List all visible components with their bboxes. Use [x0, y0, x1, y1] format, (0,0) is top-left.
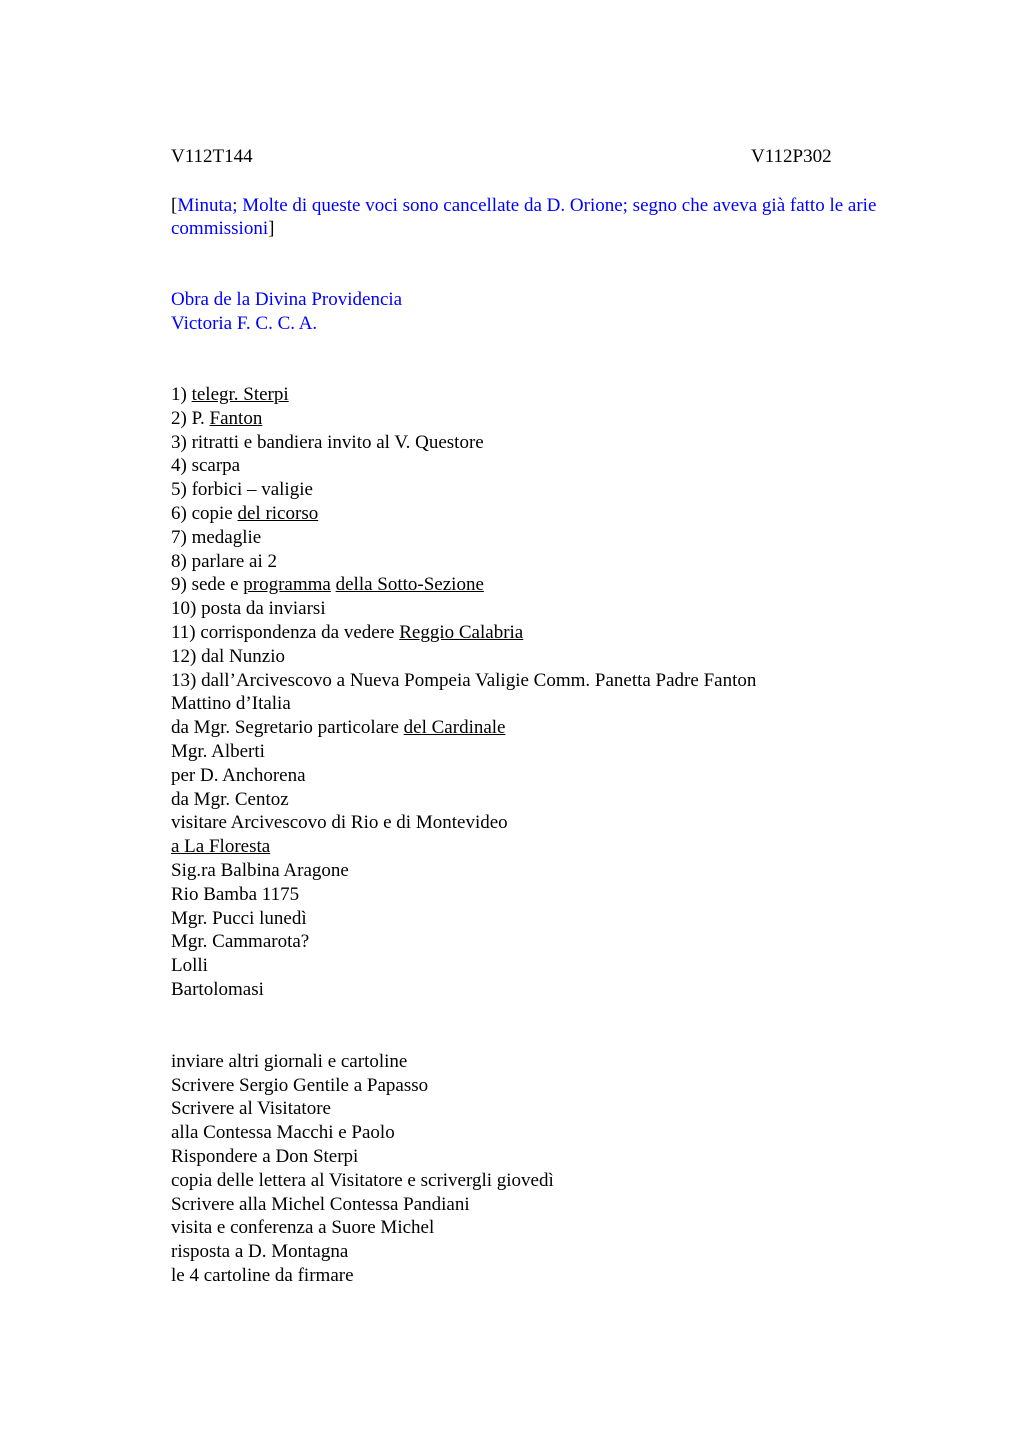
item-number: 10): [171, 598, 202, 620]
numbered-list-item: [171, 478, 911, 502]
item-underlined-text: a La Floresta: [171, 836, 271, 858]
document-code-left: V112T144: [171, 146, 253, 167]
numbered-list-item: [171, 454, 911, 478]
task-list-item: Scrivere Sergio Gentile a Papasso: [171, 1074, 429, 1096]
task-list-item: Scrivere alla Michel Contessa Pandiani: [171, 1193, 470, 1215]
item-text: corrispondenza da vedere: [200, 621, 400, 643]
item-underlined-text: del Cardinale: [403, 717, 506, 739]
editorial-note: [171, 194, 911, 240]
item-number: 13): [171, 669, 202, 691]
item-underlined-text: programma: [243, 574, 331, 596]
numbered-list: [171, 383, 911, 692]
numbered-list-item: [171, 407, 911, 431]
item-text: parlare ai 2: [191, 550, 278, 572]
item-text: Mgr. Alberti: [171, 740, 265, 762]
notes-list-item: [171, 883, 911, 907]
item-text: dal Nunzio: [201, 645, 285, 667]
notes-list-item: [171, 859, 911, 883]
item-underlined-text: del ricorso: [237, 502, 319, 524]
task-list-item: visita e conferenza a Suore Michel: [171, 1217, 435, 1239]
item-number: 1): [171, 384, 192, 405]
organization-block: [171, 288, 911, 335]
numbered-list-item: [171, 573, 911, 597]
item-text: ritratti e bandiera invito al V. Questore: [191, 431, 484, 453]
numbered-list-item: [171, 597, 911, 621]
item-number: 5): [171, 479, 192, 501]
item-text: posta da inviarsi: [201, 598, 326, 620]
notes-list-item: [171, 740, 911, 764]
item-number: 4): [171, 455, 192, 477]
item-underlined-text: della Sotto-Sezione: [335, 574, 484, 596]
task-list-item: Rispondere a Don Sterpi: [171, 1145, 359, 1167]
item-text: per D. Anchorena: [171, 764, 306, 786]
numbered-list-item: [171, 550, 911, 574]
item-text: Bartolomasi: [171, 978, 264, 1000]
numbered-list-item: [171, 526, 911, 550]
task-list-item: copia delle lettera al Visitatore e scrivergli giovedì: [171, 1169, 554, 1191]
document-code-right: V112P302: [751, 146, 832, 167]
item-text: da Mgr. Centoz: [171, 788, 289, 810]
item-number: 6): [171, 502, 192, 524]
numbered-list-item: [171, 383, 911, 407]
item-text: visitare Arcivescovo di Rio e di Montevideo: [171, 812, 508, 834]
item-text: da Mgr. Segretario particolare: [171, 717, 404, 739]
item-text: forbici – valigie: [191, 479, 313, 501]
organization-location: Victoria F. C. C. A.: [171, 312, 318, 334]
notes-list-item: [171, 788, 911, 812]
item-number: 11): [171, 621, 201, 643]
numbered-list-item: [171, 669, 911, 693]
note-open-bracket: [: [171, 195, 178, 216]
item-text: scarpa: [191, 455, 241, 477]
numbered-list-item: [171, 621, 911, 645]
numbered-list-item: [171, 431, 911, 455]
item-underlined-text: Reggio Calabria: [399, 621, 524, 643]
task-list-item: Scrivere al Visitatore: [171, 1098, 331, 1120]
item-number: 7): [171, 526, 192, 548]
notes-list-item: [171, 811, 911, 835]
item-number: 9): [171, 574, 192, 596]
tasks-list: [171, 1050, 911, 1288]
notes-list-item: [171, 764, 911, 788]
document-page: [171, 146, 911, 1288]
item-text: Rio Bamba 1175: [171, 883, 300, 905]
task-list-item: inviare altri giornali e cartoline: [171, 1050, 408, 1072]
item-number: 2): [171, 407, 192, 429]
notes-list-item: [171, 716, 911, 740]
item-number: 8): [171, 550, 192, 572]
item-text: medaglie: [191, 526, 262, 548]
item-text: dall’Arcivescovo a Nueva Pompeia Valigie Comm. Panetta Padre Fanton: [201, 669, 757, 691]
task-list-item: alla Contessa Macchi e Paolo: [171, 1122, 395, 1144]
notes-list-item: [171, 930, 911, 954]
item-text: Lolli: [171, 955, 208, 977]
item-text: Mgr. Pucci lunedì: [171, 907, 307, 929]
notes-list-item: [171, 692, 911, 716]
item-text: Mattino d’Italia: [171, 693, 291, 715]
item-underlined-text: telegr. Sterpi: [191, 384, 289, 405]
item-number: 3): [171, 431, 192, 453]
item-text: sede e: [191, 574, 244, 596]
item-text: Mgr. Cammarota?: [171, 931, 310, 953]
notes-list: [171, 692, 911, 1001]
item-text: copie: [191, 502, 238, 524]
item-number: 12): [171, 645, 202, 667]
item-underlined-text: Fanton: [209, 407, 263, 429]
task-list-item: risposta a D. Montagna: [171, 1241, 349, 1263]
note-close-bracket: ]: [268, 218, 275, 239]
organization-name: Obra de la Divina Providencia: [171, 289, 403, 310]
notes-list-item: [171, 907, 911, 931]
numbered-list-item: [171, 645, 911, 669]
document-header: [171, 146, 911, 170]
task-list-item: le 4 cartoline da firmare: [171, 1264, 354, 1286]
notes-list-item: [171, 835, 911, 859]
item-text: P.: [191, 407, 210, 429]
numbered-list-item: [171, 502, 911, 526]
notes-list-item: [171, 954, 911, 978]
notes-list-item: [171, 978, 911, 1002]
note-text: Minuta; Molte di queste voci sono cancellate da D. Orione; segno che aveva già fatto le arie commissioni: [171, 195, 877, 239]
item-text: Sig.ra Balbina Aragone: [171, 859, 349, 881]
